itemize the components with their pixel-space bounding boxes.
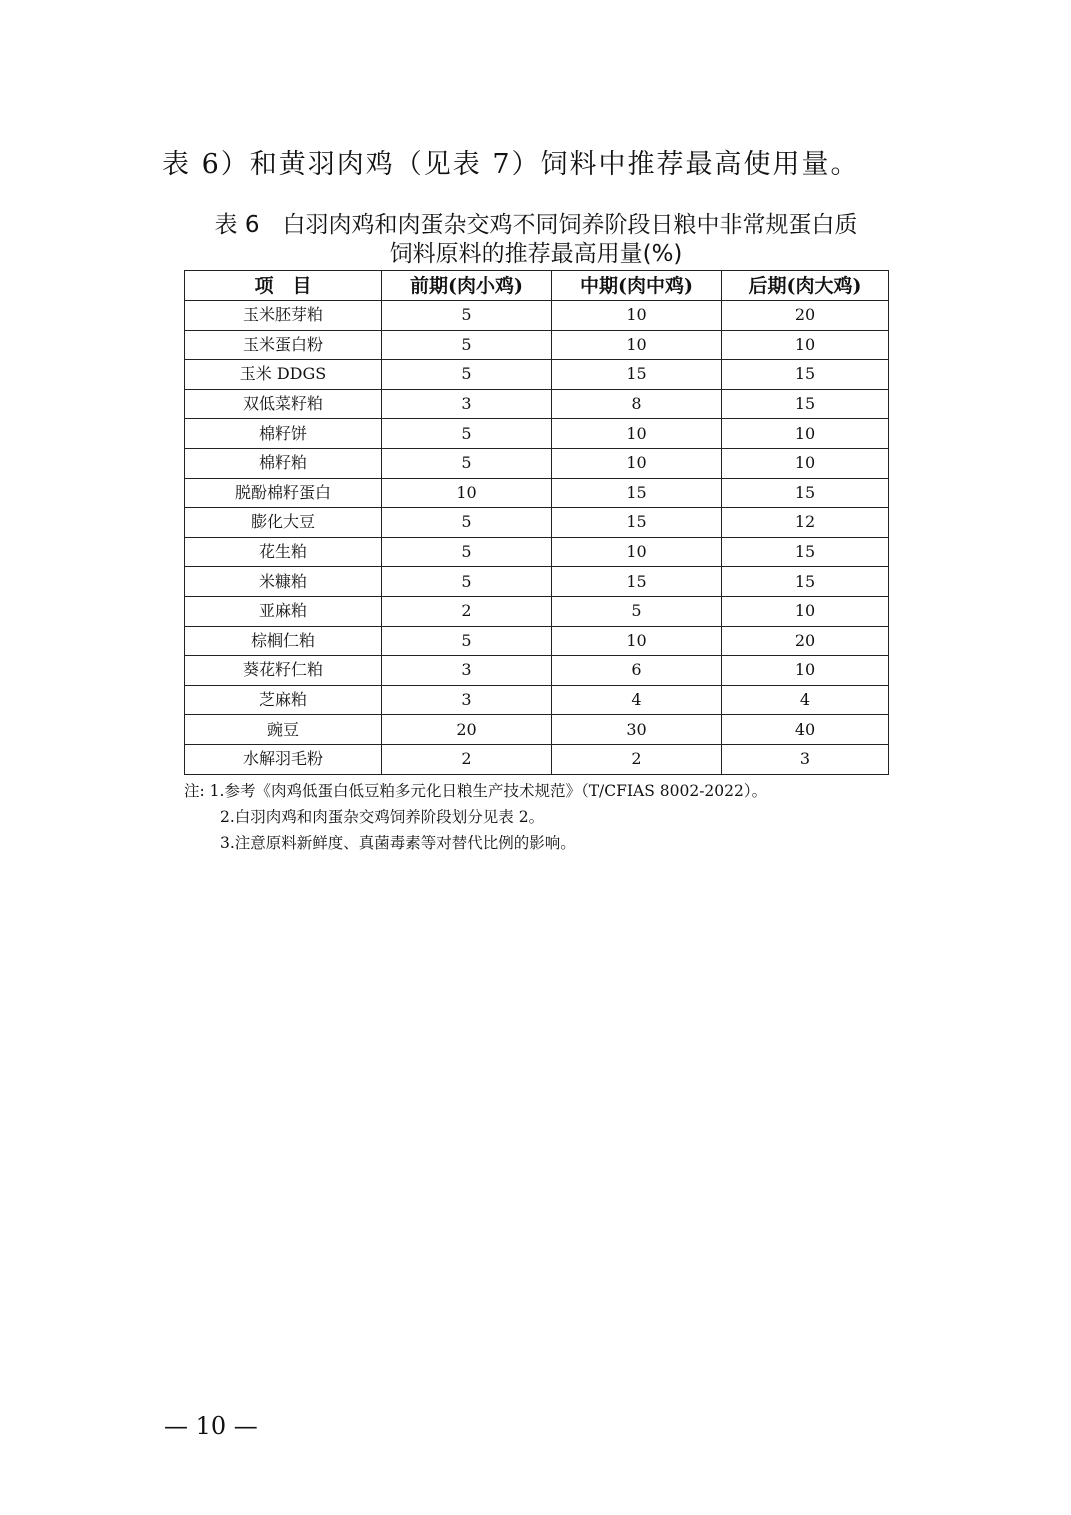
cell-ingredient: 花生粕 — [185, 537, 382, 567]
table-caption-line1: 表 6 白羽肉鸡和肉蛋杂交鸡不同饲养阶段日粮中非常规蛋白质 — [214, 212, 858, 238]
cell-ingredient: 棉籽粕 — [185, 448, 382, 478]
cell-value: 5 — [382, 626, 552, 656]
header-early-stage: 前期(肉小鸡) — [382, 271, 552, 301]
cell-value: 3 — [382, 685, 552, 715]
cell-value: 5 — [382, 448, 552, 478]
header-middle-stage: 中期(肉中鸡) — [552, 271, 722, 301]
table-row — [185, 508, 889, 538]
cell-value: 10 — [722, 596, 889, 626]
cell-value: 5 — [382, 301, 552, 331]
cell-value: 30 — [552, 715, 722, 745]
cell-value: 3 — [382, 389, 552, 419]
cell-value: 5 — [382, 419, 552, 449]
cell-value: 15 — [552, 360, 722, 390]
cell-value: 15 — [552, 508, 722, 538]
cell-value: 5 — [382, 537, 552, 567]
cell-value: 2 — [552, 744, 722, 774]
header-late-stage: 后期(肉大鸡) — [722, 271, 889, 301]
cell-ingredient: 米糠粕 — [185, 567, 382, 597]
cell-value: 10 — [552, 330, 722, 360]
cell-ingredient: 玉米 DDGS — [185, 360, 382, 390]
cell-value: 5 — [382, 508, 552, 538]
cell-ingredient: 豌豆 — [185, 715, 382, 745]
cell-value: 10 — [722, 656, 889, 686]
table-row — [185, 567, 889, 597]
table-row — [185, 626, 889, 656]
cell-value: 10 — [722, 419, 889, 449]
cell-value: 15 — [552, 567, 722, 597]
cell-value: 8 — [552, 389, 722, 419]
header-item: 项 目 — [185, 271, 382, 301]
note-label: 注: — [184, 782, 205, 800]
table-row — [185, 389, 889, 419]
cell-value: 10 — [722, 448, 889, 478]
cell-value: 15 — [722, 360, 889, 390]
cell-value: 10 — [552, 301, 722, 331]
cell-ingredient: 棉籽饼 — [185, 419, 382, 449]
cell-value: 5 — [382, 567, 552, 597]
cell-ingredient: 芝麻粕 — [185, 685, 382, 715]
cell-value: 4 — [552, 685, 722, 715]
cell-ingredient: 玉米胚芽粕 — [185, 301, 382, 331]
table-header-row — [185, 271, 889, 301]
cell-value: 15 — [722, 537, 889, 567]
cell-value: 20 — [722, 301, 889, 331]
note-item: 2.白羽肉鸡和肉蛋杂交鸡饲养阶段划分见表 2。 — [220, 808, 545, 826]
cell-value: 10 — [552, 537, 722, 567]
cell-ingredient: 脱酚棉籽蛋白 — [185, 478, 382, 508]
cell-ingredient: 玉米蛋白粉 — [185, 330, 382, 360]
cell-ingredient: 双低菜籽粕 — [185, 389, 382, 419]
cell-value: 5 — [382, 330, 552, 360]
cell-value: 6 — [552, 656, 722, 686]
cell-value: 3 — [382, 656, 552, 686]
cell-value: 2 — [382, 744, 552, 774]
table-row — [185, 656, 889, 686]
cell-value: 10 — [382, 478, 552, 508]
note-line-1 — [184, 778, 904, 804]
cell-value: 20 — [722, 626, 889, 656]
cell-value: 10 — [552, 626, 722, 656]
table-row — [185, 360, 889, 390]
cell-value: 5 — [552, 596, 722, 626]
table-notes — [184, 778, 904, 856]
cell-value: 40 — [722, 715, 889, 745]
cell-ingredient: 亚麻粕 — [185, 596, 382, 626]
cell-value: 5 — [382, 360, 552, 390]
cell-value: 15 — [722, 389, 889, 419]
cell-value: 4 — [722, 685, 889, 715]
table-caption-line2: 饲料原料的推荐最高用量(%) — [389, 241, 683, 267]
cell-value: 15 — [722, 478, 889, 508]
note-item: 3.注意原料新鲜度、真菌毒素等对替代比例的影响。 — [220, 834, 576, 852]
table-row — [185, 685, 889, 715]
intro-paragraph: 表 6）和黄羽肉鸡（见表 7）饲料中推荐最高使用量。 — [162, 149, 860, 180]
table-row — [185, 301, 889, 331]
cell-ingredient: 棕榈仁粕 — [185, 626, 382, 656]
table-row — [185, 448, 889, 478]
cell-value: 10 — [552, 419, 722, 449]
cell-ingredient: 水解羽毛粉 — [185, 744, 382, 774]
cell-value: 3 — [722, 744, 889, 774]
cell-value: 10 — [552, 448, 722, 478]
cell-ingredient: 膨化大豆 — [185, 508, 382, 538]
note-item: 1.参考《肉鸡低蛋白低豆粕多元化日粮生产技术规范》（T/CFIAS 8002-2022）。 — [209, 782, 768, 800]
cell-value: 12 — [722, 508, 889, 538]
table-row — [185, 715, 889, 745]
table-row — [185, 537, 889, 567]
table-row — [185, 330, 889, 360]
cell-value: 20 — [382, 715, 552, 745]
note-line-3 — [184, 830, 904, 856]
table-row — [185, 478, 889, 508]
feed-usage-table — [184, 270, 889, 775]
table-row — [185, 419, 889, 449]
table-row — [185, 744, 889, 774]
note-line-2 — [184, 804, 904, 830]
cell-value: 15 — [552, 478, 722, 508]
cell-value: 10 — [722, 330, 889, 360]
cell-ingredient: 葵花籽仁粕 — [185, 656, 382, 686]
page-number: — 10 — — [164, 1412, 258, 1440]
table-row — [185, 596, 889, 626]
cell-value: 2 — [382, 596, 552, 626]
cell-value: 15 — [722, 567, 889, 597]
